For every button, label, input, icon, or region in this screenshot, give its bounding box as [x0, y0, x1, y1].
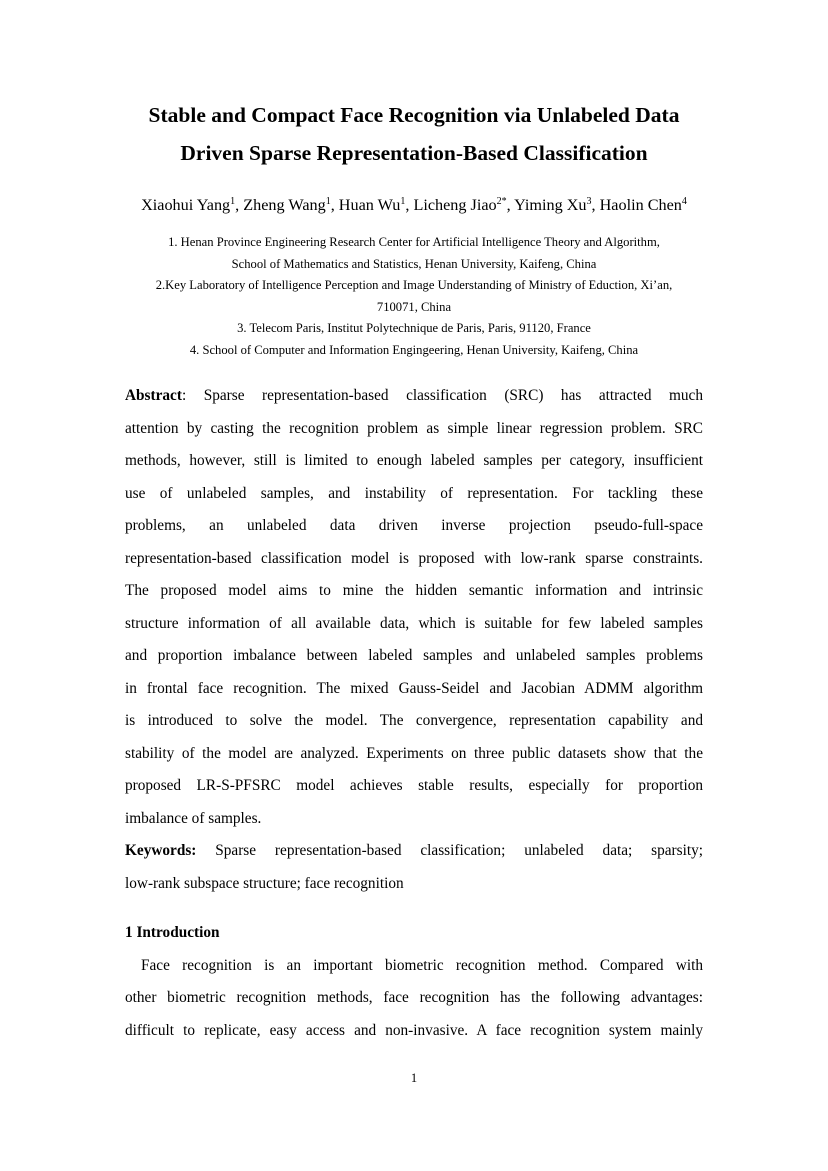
- keywords-label: Keywords:: [125, 842, 197, 859]
- author-name: Huan Wu: [338, 196, 401, 214]
- abstract-line: representation-based classification model is proposed with low-rank sparse constraints.: [125, 550, 703, 567]
- page-number: 1: [410, 1071, 418, 1085]
- abstract-line: use of unlabeled samples, and instability of representation. For tackling these: [125, 485, 703, 502]
- abstract-line: and proportion imbalance between labeled samples and unlabeled samples problems: [125, 647, 703, 664]
- author-separator: ,: [506, 196, 515, 214]
- abstract-line: in frontal face recognition. The mixed Gauss-Seidel and Jacobian ADMM algorithm: [125, 680, 703, 697]
- paper-title-line-2: Driven Sparse Representation-Based Classification: [180, 141, 648, 165]
- author-name: Yiming Xu: [514, 196, 587, 214]
- abstract-line: The proposed model aims to mine the hidden semantic information and intrinsic: [125, 582, 703, 599]
- author-affiliation-mark: 2*: [496, 196, 507, 207]
- affiliation-line: 4. School of Computer and Information Engingeering, Henan University, Kaifeng, China: [189, 343, 639, 357]
- section-heading-introduction: 1 Introduction: [125, 924, 220, 941]
- affiliation-line: 1. Henan Province Engineering Research Center for Artificial Intelligence Theory and Algorithm,: [168, 235, 660, 249]
- affiliation-line: 2.Key Laboratory of Intelligence Perception and Image Understanding of Ministry of Eduction, Xi’an,: [155, 278, 673, 292]
- author-affiliation-mark: 1: [400, 196, 406, 207]
- author-separator: ,: [235, 196, 244, 214]
- body-text-line: Face recognition is an important biometric recognition method. Compared with: [141, 957, 703, 974]
- paper-title-line-1: Stable and Compact Face Recognition via Unlabeled Data: [148, 103, 680, 127]
- author-name: Xiaohui Yang: [141, 196, 231, 214]
- author-separator: ,: [405, 196, 414, 214]
- author-separator: ,: [330, 196, 339, 214]
- author-list: [0, 193, 828, 217]
- author-name: Haolin Chen: [599, 196, 682, 214]
- keywords-text: Sparse representation-based classification; unlabeled data; sparsity;: [196, 842, 703, 859]
- abstract-label: Abstract: [125, 387, 182, 404]
- affiliation-line: 710071, China: [376, 300, 452, 314]
- abstract-line: problems, an unlabeled data driven inverse projection pseudo-full-space: [125, 517, 703, 534]
- abstract-line: stability of the model are analyzed. Experiments on three public datasets show that the: [125, 745, 703, 762]
- author-name: Zheng Wang: [243, 196, 326, 214]
- abstract-line: methods, however, still is limited to enough labeled samples per category, insufficient: [125, 452, 703, 469]
- abstract-line: attention by casting the recognition problem as simple linear regression problem. SRC: [125, 420, 703, 437]
- author-separator: ,: [591, 196, 600, 214]
- keywords-line: low-rank subspace structure; face recognition: [125, 875, 404, 892]
- author-affiliation-mark: 1: [230, 196, 236, 207]
- body-text-line: difficult to replicate, easy access and non-invasive. A face recognition system mainly: [125, 1022, 703, 1039]
- abstract-line: imbalance of samples.: [125, 810, 262, 827]
- abstract-line: structure information of all available data, which is suitable for few labeled samples: [125, 615, 703, 632]
- affiliation-line: School of Mathematics and Statistics, Henan University, Kaifeng, China: [231, 257, 597, 271]
- author-affiliation-mark: 3: [586, 196, 592, 207]
- keywords-line: [125, 840, 703, 862]
- abstract-line: [125, 385, 703, 407]
- body-text-line: other biometric recognition methods, face recognition has the following advantages:: [125, 989, 703, 1006]
- author-affiliation-mark: 1: [325, 196, 331, 207]
- abstract-line: proposed LR-S-PFSRC model achieves stable results, especially for proportion: [125, 777, 703, 794]
- affiliation-line: 3. Telecom Paris, Institut Polytechnique de Paris, Paris, 91120, France: [237, 321, 591, 335]
- author-name: Licheng Jiao: [413, 196, 497, 214]
- author-affiliation-mark: 4: [681, 196, 687, 207]
- abstract-line: is introduced to solve the model. The convergence, representation capability and: [125, 712, 703, 729]
- abstract-text: : Sparse representation-based classification (SRC) has attracted much: [181, 387, 703, 404]
